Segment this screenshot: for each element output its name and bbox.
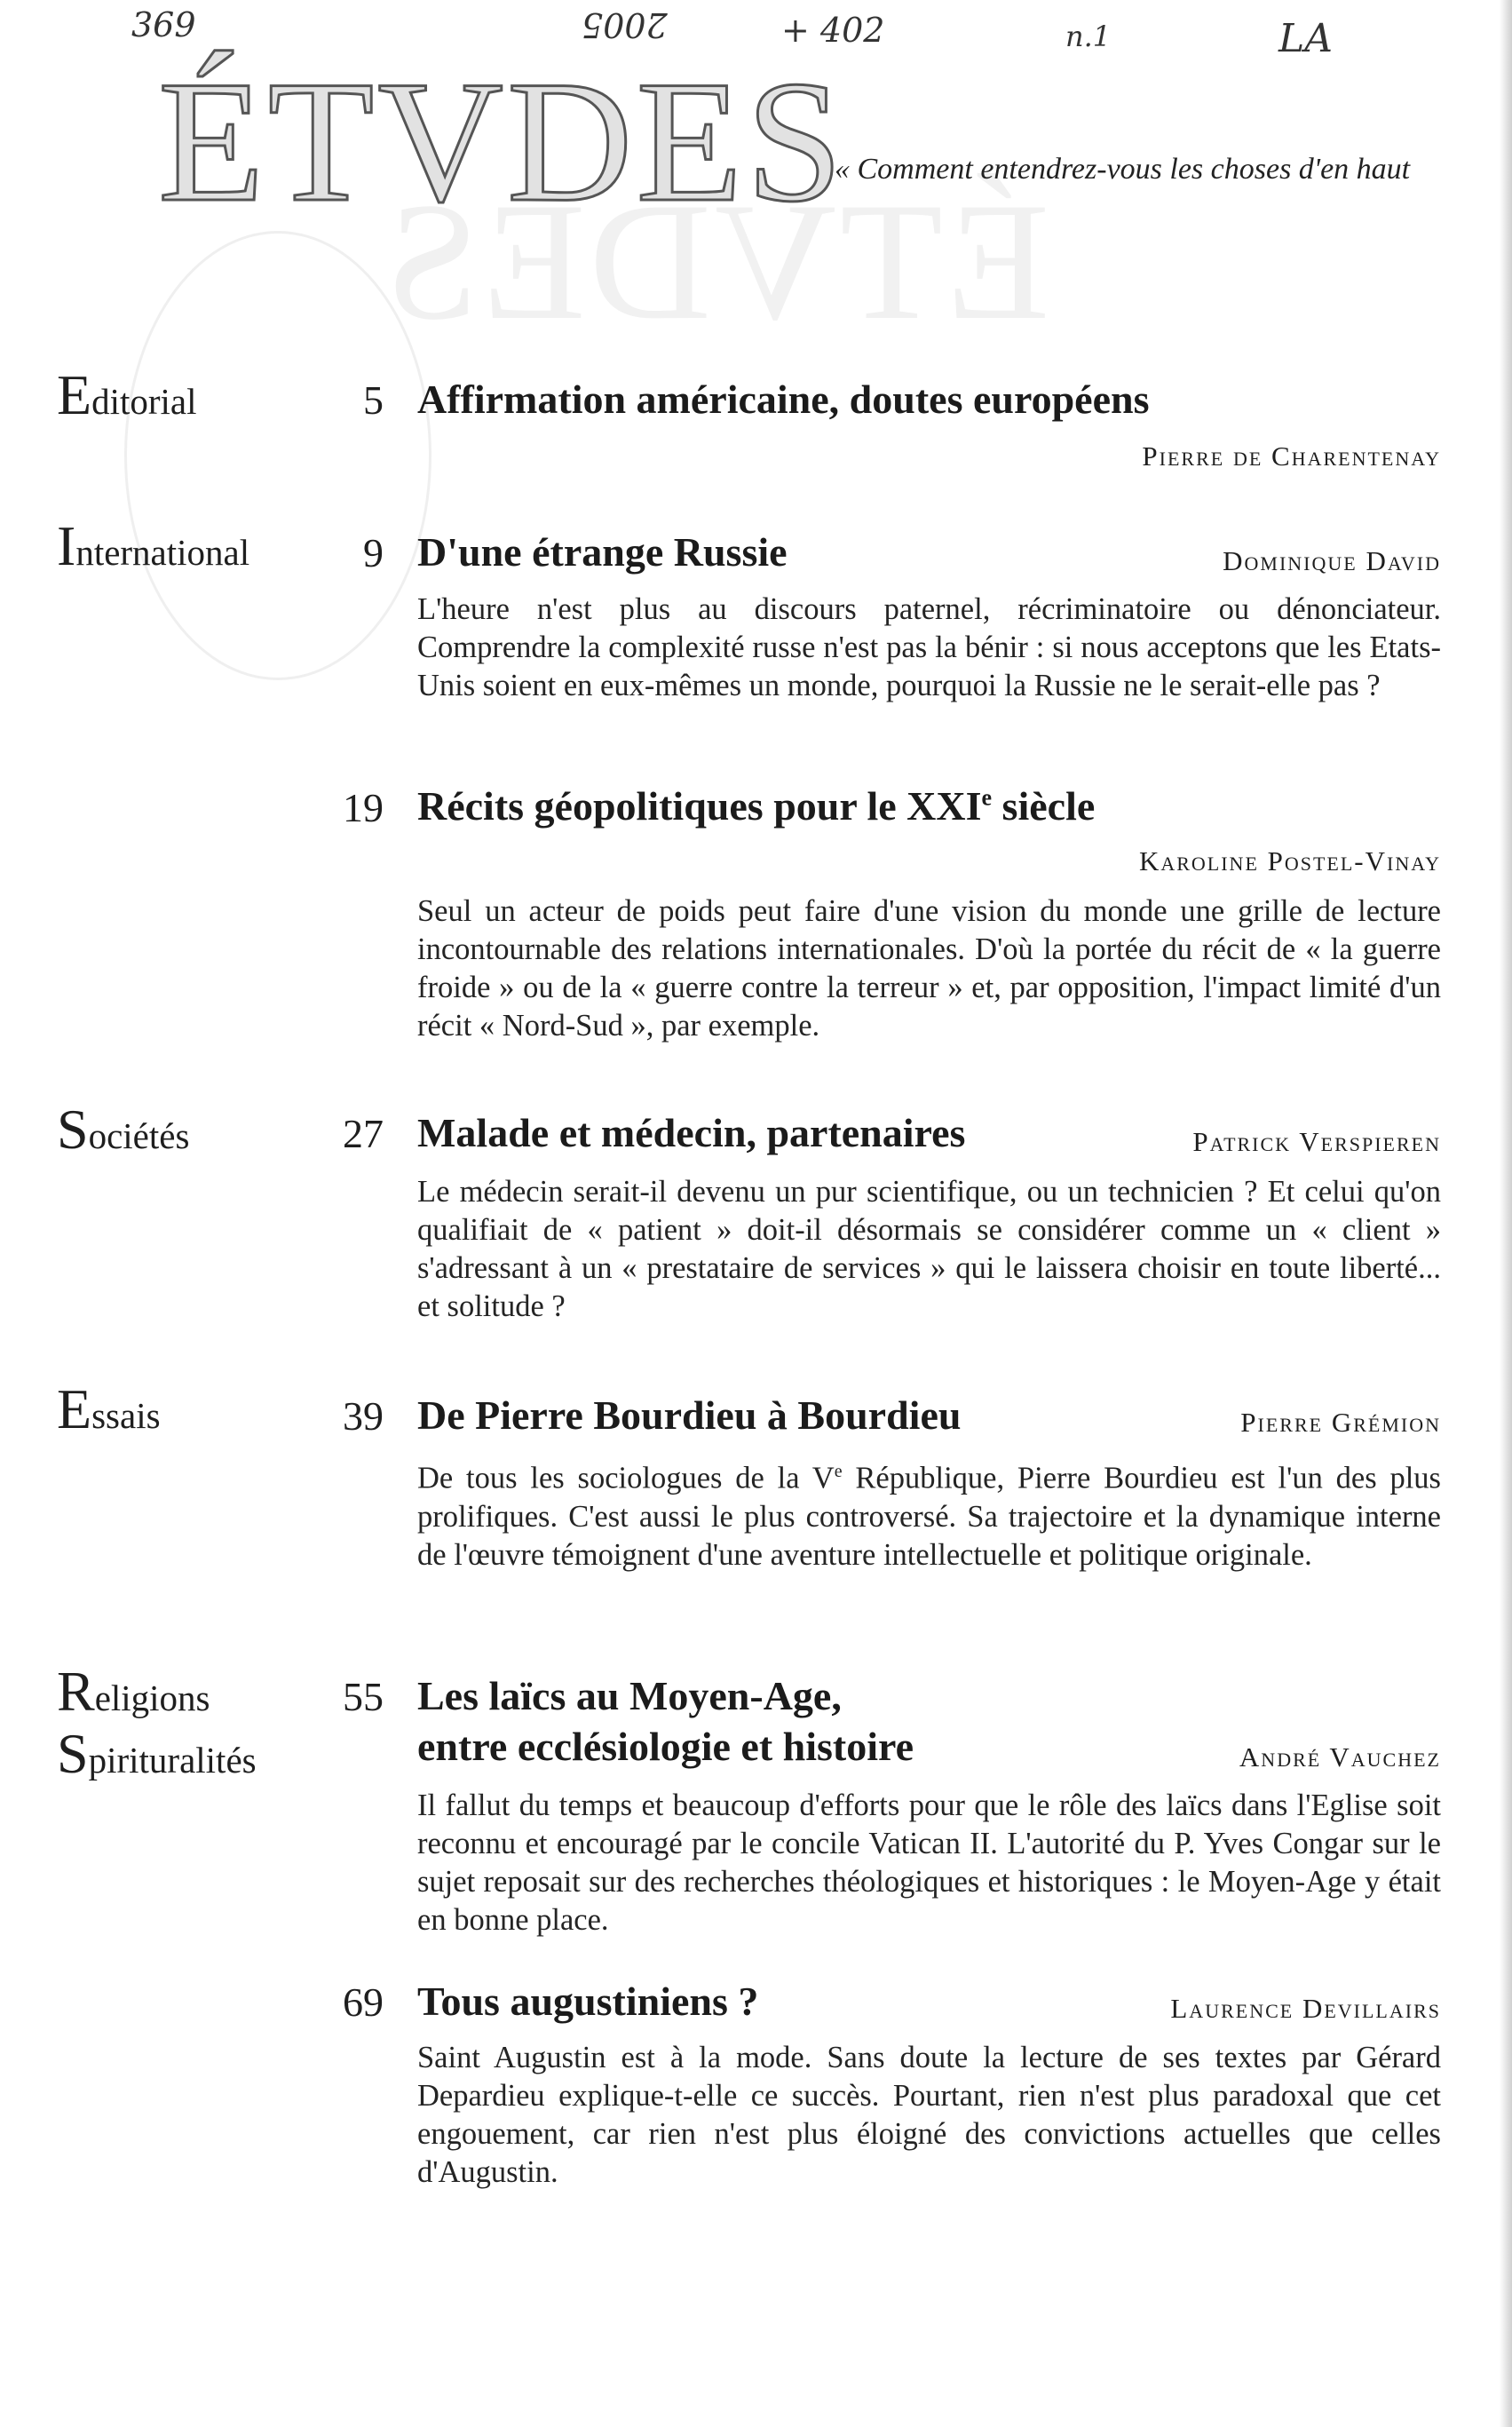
article-title-line2: entre ecclésiologie et histoire xyxy=(417,1724,914,1769)
article-author: Pierre de Charentenay xyxy=(1142,440,1441,472)
section-label: ssais xyxy=(91,1395,161,1436)
article-author: Karoline Postel-Vinay xyxy=(1138,845,1441,876)
library-stamp xyxy=(124,231,431,680)
section-initial: R xyxy=(57,1660,95,1723)
article-abstract: De tous les sociologues de la Ve République, Pierre Bourdieu est l'un des plus prolifiques. C'est aussi le plus controversé. Sa trajectoire et la dynamique interne de l'œuvre témoignent d'une aventure intellectuelle et politique originale. xyxy=(417,1461,1441,1572)
article-title: Tous augustiniens ? xyxy=(417,1979,759,2024)
section-initial: E xyxy=(57,1377,92,1440)
section-initial: I xyxy=(57,514,76,577)
page-number: 9 xyxy=(363,530,384,575)
section-international xyxy=(57,514,250,577)
article-abstract: Le médecin serait-il devenu un pur scientifique, ou un technicien ? Et celui qu'on qualifiait de « patient » doit-il désormais se considérer comme un « client » s'adressant à un « prestataire de services » qui le laissera choisir en toute liberté... et solitude ? xyxy=(417,1175,1441,1323)
article-author: Laurence Devillairs xyxy=(1170,1993,1441,2024)
handwritten-issue: n.1 xyxy=(1065,20,1112,53)
handwritten-initials: LA xyxy=(1278,16,1333,61)
article-title: De Pierre Bourdieu à Bourdieu xyxy=(417,1392,962,1438)
section-initial: S xyxy=(57,1098,89,1161)
section-label: nternational xyxy=(75,532,250,573)
article-abstract: L'heure n'est plus au discours paternel, récriminatoire ou dénonciateur. Comprendre la complexité russe n'est pas la bénir : si nous acceptons que les Etats-Unis soient en eux-mêmes un monde, pourquoi la Russie ne le serait-elle pas ? xyxy=(417,592,1441,702)
article-author: André Vauchez xyxy=(1239,1741,1441,1773)
article-abstract: Seul un acteur de poids peut faire d'une vision du monde une grille de lecture incontournable des relations internationales. D'où la portée du récit de « la guerre froide » ou de la « guerre contre la terreur » et, par opposition, l'impact limité d'un récit « Nord-Sud », par exemple. xyxy=(417,894,1441,1043)
page-number: 27 xyxy=(343,1111,384,1156)
article-title: D'une étrange Russie xyxy=(417,529,788,575)
page-number: 19 xyxy=(343,785,384,830)
article-abstract: Saint Augustin est à la mode. Sans doute la lecture de ses textes par Gérard Depardieu explique-t-elle ce succès. Pourtant, rien n'est plus paradoxal que cet engouement, car rien n'est plus éloigné des convictions actuelles que celles d'Augustin. xyxy=(417,2041,1441,2189)
journal-motto: « Comment entendrez-vous les choses d'en haut xyxy=(835,153,1411,186)
handwritten-number: 369 xyxy=(131,5,196,44)
section-label: pirituralités xyxy=(88,1740,257,1781)
article-title: Malade et médecin, partenaires xyxy=(417,1110,966,1155)
section-religions xyxy=(57,1660,210,1723)
section-label: ditorial xyxy=(91,381,197,422)
handwritten-code: + 402 xyxy=(781,11,885,50)
article-title: Affirmation américaine, doutes européens xyxy=(417,377,1150,422)
page-number: 39 xyxy=(343,1393,384,1439)
article-title: Les laïcs au Moyen-Age, xyxy=(417,1673,842,1718)
reverse-side-show-through: ÉTVDES xyxy=(382,169,1050,355)
section-societes xyxy=(57,1098,190,1161)
journal-logo: ÉTVDES xyxy=(158,45,847,238)
section-spiritualites xyxy=(57,1722,257,1785)
handwritten-year: 2005 xyxy=(582,5,668,44)
page-number: 5 xyxy=(363,377,384,423)
article-title: Récits géopolitiques pour le XXIe siècle xyxy=(417,783,1096,829)
section-label: ociétés xyxy=(88,1115,190,1156)
page-number: 55 xyxy=(343,1674,384,1719)
article-author: Patrick Verspieren xyxy=(1192,1126,1441,1157)
section-essais xyxy=(57,1377,161,1440)
section-initial: E xyxy=(57,363,92,426)
article-author: Dominique David xyxy=(1223,545,1441,576)
article-author: Pierre Grémion xyxy=(1240,1407,1441,1438)
section-label: eligions xyxy=(94,1677,210,1718)
section-editorial xyxy=(57,363,197,426)
page-edge-shadow xyxy=(1500,0,1512,2427)
page-number: 69 xyxy=(343,1979,384,2025)
section-initial: S xyxy=(57,1722,89,1785)
article-abstract: Il fallut du temps et beaucoup d'efforts pour que le rôle des laïcs dans l'Eglise soit reconnu et encouragé par le concile Vatican II. L'autorité du P. Yves Congar sur le sujet reposait sur des recherches théologiques et historiques : le Moyen-Age y était en bonne place. xyxy=(417,1789,1441,1937)
